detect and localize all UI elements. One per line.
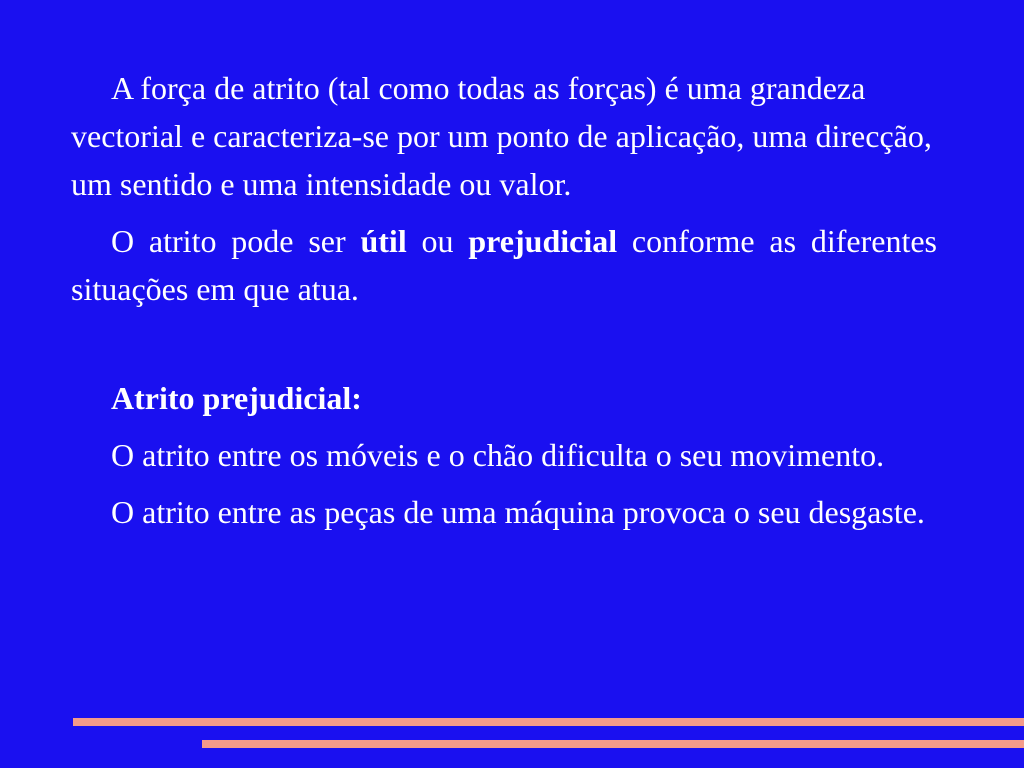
paragraph-machine: O atrito entre as peças de uma máquina provoca o seu desgaste. bbox=[111, 494, 925, 530]
paragraph-definition: A força de atrito (tal como todas as forças) é uma grandeza vectorial e caracteriza-se por um ponto de aplicação, uma direcção, um sentido e uma intensidade ou valor. bbox=[71, 70, 932, 202]
slide-text-body bbox=[71, 64, 937, 545]
paragraph2-part1: O atrito pode ser bbox=[111, 223, 361, 259]
paragraph2-part3: conforme as diferentes situações em que atua. bbox=[71, 223, 938, 307]
paragraph-useful-harmful bbox=[71, 217, 937, 313]
paragraph-furniture: O atrito entre os móveis e o chão dificulta o seu movimento. bbox=[111, 437, 885, 473]
decorative-line-bottom bbox=[202, 740, 1024, 748]
paragraph2-part2: ou bbox=[406, 223, 469, 259]
decorative-line-top bbox=[73, 718, 1024, 726]
bold-prejudicial: prejudicial bbox=[468, 223, 618, 259]
bold-util: útil bbox=[360, 223, 407, 259]
spacer bbox=[71, 322, 937, 374]
section-heading: Atrito prejudicial: bbox=[111, 380, 362, 416]
